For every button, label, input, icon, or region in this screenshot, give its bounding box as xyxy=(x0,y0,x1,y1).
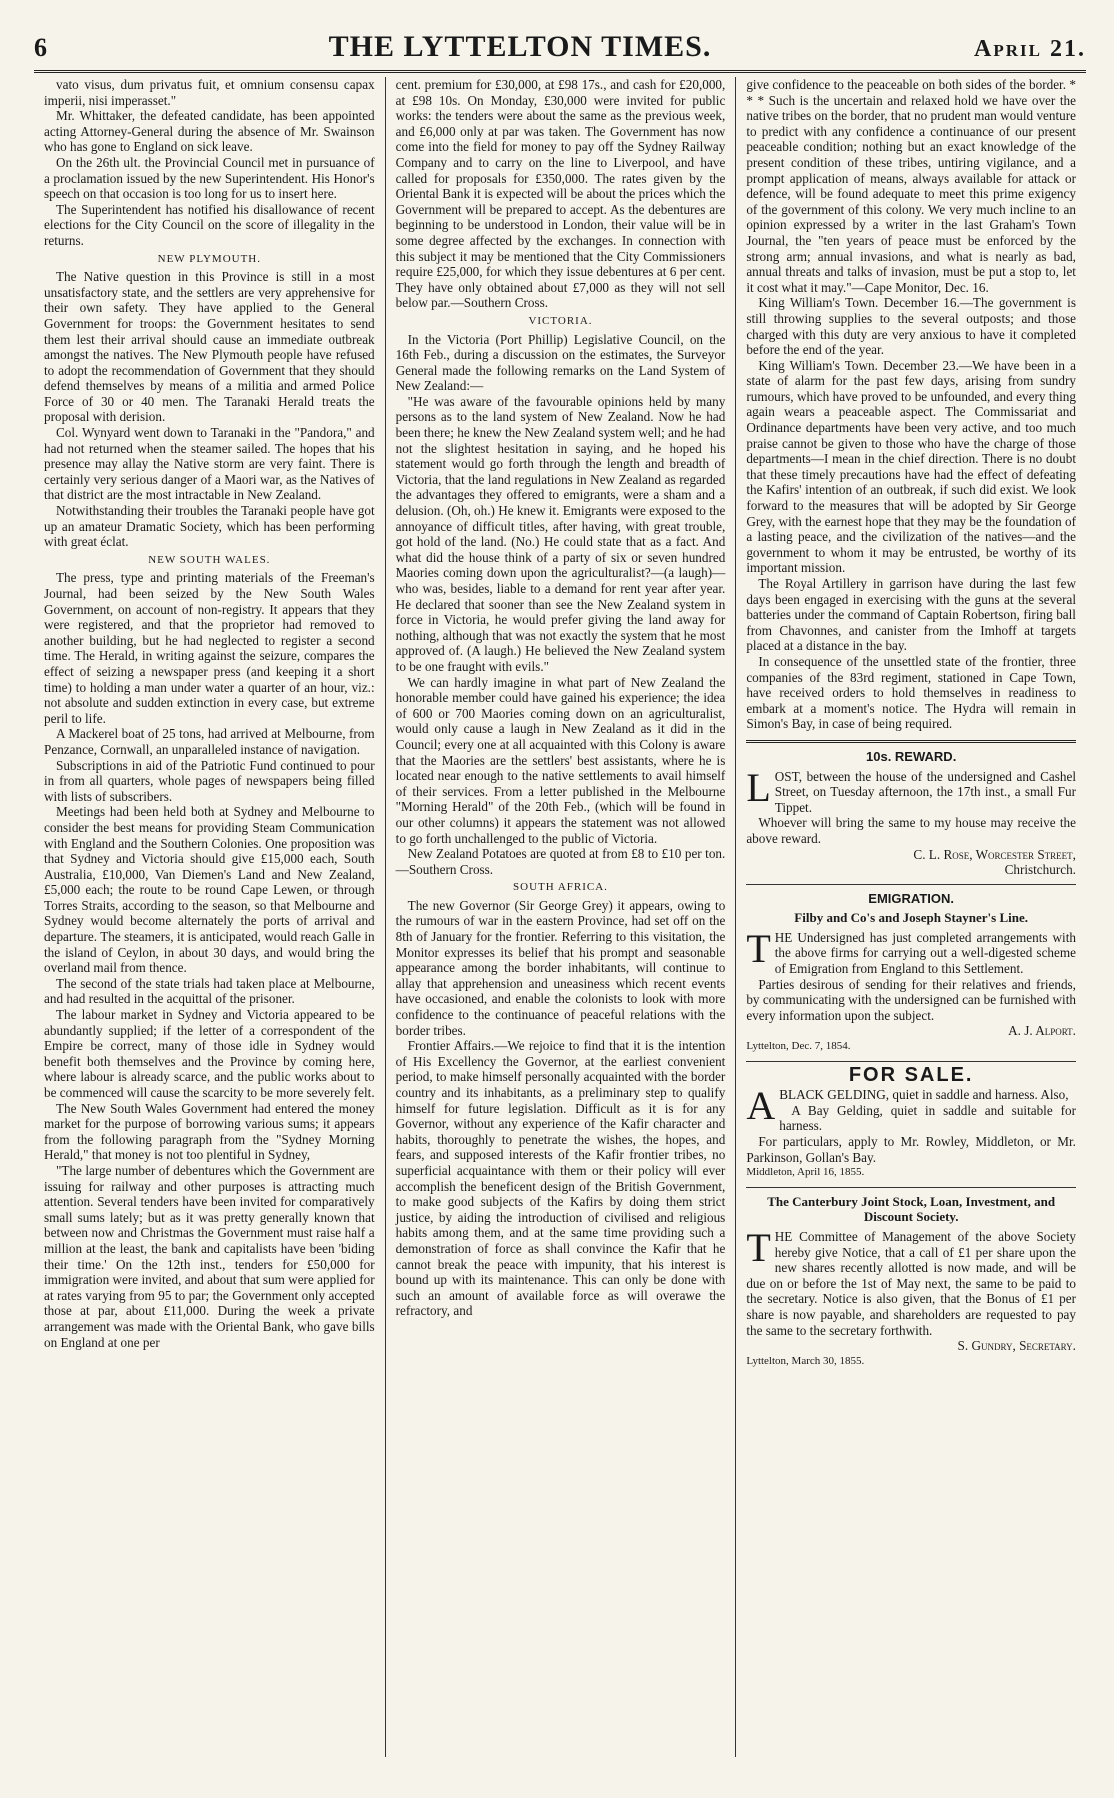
sale-date: Middleton, April 16, 1855. xyxy=(746,1166,865,1179)
ad-divider xyxy=(746,740,1076,743)
page-number: 6 xyxy=(34,33,47,62)
emigration-title: EMIGRATION. xyxy=(868,890,954,906)
reward-place: Christchurch. xyxy=(1004,862,1076,878)
article-paragraph: vato visus, dum privatus fuit, et omnium consensu capax imperii, nisi imperasset." xyxy=(44,77,375,108)
sale-body: BLACK GELDING, quiet in saddle and harness. Also, xyxy=(779,1087,1069,1103)
emigration-drop-cap: T xyxy=(746,925,771,971)
emigration-advert xyxy=(746,891,1076,1055)
article-paragraph: The second of the state trials had taken place at Melbourne, and had resulted in the acquittal of the prisoner. xyxy=(44,975,375,1007)
article-paragraph: cent. premium for £30,000, at £98 17s., and cash for £20,000, at £98 10s. On Monday, £30,000 were invited for public works: the tenders were about the same as the previous week, and £6,000 only at par was taken. The Government has now come into the field for money to pay off the Sydney Railway Company and to carry on the line to Liverpool, and have called for proposals for £350,000. The rates given by the Oriental Bank it is expected will be about the prices which the Government will be prepared to accept. As the debentures are beginning to be understood in London, their value will be in some degree affected by the exchanges. In connection with this subject it may be mentioned that the City Commissioners require £25,000, for which they issue debentures at 6 per cent. They have only obtained about £7,000 as they will not sell below par.—Southern Cross. xyxy=(395,77,726,311)
canterbury-drop-cap: T xyxy=(746,1224,771,1270)
issue-date: April 21. xyxy=(974,36,1086,62)
article-paragraph: We can hardly imagine in what part of New Zealand the honorable member could have gained his experience; the idea of 600 or 700 Maories coming down on an agriculturalist, would only cause a laugh in New Zealand as it did in the Council; every one at all acquainted with this Colony is aware that the Maories are the settlers' best assistants, where he is located near enough to the native settlements to avail himself of their services. From a letter published in the Melbourne "Morning Herald" of the 20th Feb., (which will be found in our other columns) it appears the statement was not allowed to go forth unchallenged to the public of Victoria. xyxy=(395,674,726,846)
emigration-body-2: Parties desirous of sending for their relatives and friends, by communicating with the undersigned can be furnished with every information upon the subject. xyxy=(746,976,1076,1023)
column-2 xyxy=(385,77,736,1757)
article-paragraph: The Native question in this Province is still in a most unsatisfactory state, and the settlers are very apprehensive for their own safety. They have applied to the General Government for troops: the Government hesitates to send them lest their arrival should cause an immediate outbreak amongst the natives. The New Plymouth people have refused to adopt the recommendation of Government that they should defend themselves by means of a militia and armed Police Force of 30 or 40 men. The Taranaki Herald treats the proposal with derision. xyxy=(44,269,375,425)
article-paragraph: The New South Wales Government had entered the money market for the purpose of borrowing various sums; it appears from the following paragraph from the "Sydney Morning Herald," that money is not too plentiful in Sydney, xyxy=(44,1100,375,1163)
article-paragraph: "The large number of debentures which the Government are issuing for railway and other purposes is attracting much attention. Several tenders have been invited for comparatively small sums lately; but as it was pretty generally known that between now and Christmas the Government must raise half a million at the least, the bank and capitalists have been 'biding their time.' On the 12th inst., tenders for £50,000 for immigration were invited, and about that sum were applied for at rates varying from 95 to par; the Government only accepted those at par, about £11,000. During the week a private arrangement was made with the Oriental Bank, who gave bills on England at one per xyxy=(44,1162,375,1350)
article-paragraph: Notwithstanding their troubles the Taranaki people have got up an amateur Dramatic Society, which has been performing with great éclat. xyxy=(44,503,375,550)
article-paragraph: The new Governor (Sir George Grey) it appears, owing to the rumours of war in the eastern Province, had set off on the 8th of January for the frontier. Referring to this visitation, the Monitor expresses its belief that his prompt and seasonable appearance among the border inhabitants, will continue to allay that apprehension and uneasiness which recent events have occasioned, and enable the colonists to look with more confidence to the continuance of peaceful relations with the border tribes. xyxy=(395,897,726,1038)
article-paragraph: give confidence to the peaceable on both sides of the border. * * * Such is the uncertain and relaxed hold we have over the native tribes on the border, that no prudent man would venture to predict with any confidence a continuance of our present peaceable condition; nothing but an exact knowledge of the present condition of these tribes, untiring vigilance, and a prompt application of means, always available for attack or defence, will be found adequate to meet this prime exigency of the government of this colony. We very much incline to an opinion expressed by a writer in the last Graham's Town Journal, the "ten years of peace must be enforced by the strong arm; annual invasions, and what is nearly as bad, annual threats and talks of invasion, must be put a stop to, let it cost what it may."—Cape Monitor, Dec. 16. xyxy=(746,77,1076,295)
columns xyxy=(34,77,1086,1757)
article-paragraph: King William's Town. December 23.—We have been in a state of alarm for the past few days, arising from sundry rumours, which have proved to be unfounded, and every thing again wears a peaceable aspect. The Commissariat and Ordinance departments have been very active, and too much praise cannot be given to those who have the charge of those departments—I mean in the chief direction. There is no doubt that these timely precautions have had the effect of defeating the Kafirs' intention of an outbreak, if such did exist. We look forward to the measures that will be adopted by Sir George Grey, with the earnest hope that they may be the foundation of a lasting peace, and the civilization of the natives—and the government to whom it may be entrusted, be worthy of its important mission. xyxy=(746,357,1076,576)
article-paragraph: In consequence of the unsettled state of the frontier, three companies of the 83rd regiment, stationed in Cape Town, have received orders to hold themselves in readiness to embark at a moment's notice. The Hydra will remain in Simon's Bay, in case of being required. xyxy=(746,653,1076,732)
article-paragraph: The labour market in Sydney and Victoria appeared to be abundantly supplied; if the letter of a correspondent of the Empire be correct, many of those idle in Sydney would benefit both themselves and the Province by coming here, where labour is already scarce, and the public works about to be commenced will cause the scarcity to be more severely felt. xyxy=(44,1007,375,1100)
ad-divider xyxy=(746,1187,1076,1188)
sale-title: FOR SALE. xyxy=(848,1063,974,1086)
canterbury-body: HE Committee of Management of the above Society hereby give Notice, that a call of £1 per share upon the new shares recently allotted is now made, and will be due on or before the 1st of May next, the same to be paid to the secretary. Notice is also given, that the Bonus of £1 per share is now payable, and shareholders are requested to pay the same to the secretary forthwith. xyxy=(746,1228,1076,1338)
canterbury-date: Lyttelton, March 30, 1855. xyxy=(746,1354,865,1367)
article-paragraph: The Superintendent has notified his disallowance of recent elections for the City Council on the score of illegality in the returns. xyxy=(44,201,375,248)
article-paragraph: In the Victoria (Port Phillip) Legislative Council, on the 16th Feb., during a discussion on the estimates, the Surveyor General made the following remarks on the Land System of New Zealand:— xyxy=(395,331,726,394)
section-heading: NEW PLYMOUTH. xyxy=(157,252,261,265)
emigration-signature: A. J. Alport. xyxy=(1008,1023,1076,1039)
article-paragraph: On the 26th ult. the Provincial Council met in pursuance of a proclamation issued by the new Superintendent. His Honor's speech on that occasion is too long for us to insert here. xyxy=(44,154,375,202)
reward-signature: C. L. Rose, Worcester Street, xyxy=(913,846,1076,862)
emigration-body: HE Undersigned has just completed arrangements with the above firms for carrying out a well-digested scheme of Emigration from England to this Settlement. xyxy=(774,929,1076,977)
column-3-text xyxy=(746,77,1076,732)
sale-advert xyxy=(746,1063,1076,1181)
article-paragraph: New Zealand Potatoes are quoted at from £8 to £10 per ton.—Southern Cross. xyxy=(395,846,726,877)
sale-drop-cap: A xyxy=(746,1083,776,1129)
article-paragraph: The Royal Artillery in garrison have during the last few days been engaged in exercising with the guns at the several batteries under the command of Captain Robertson, firing ball from Chavonnes, and canister from the Imhoff at targets placed at a distance in the bay. xyxy=(746,576,1076,654)
article-paragraph: Col. Wynyard went down to Taranaki in the "Pandora," and had not returned when the steamer sailed. The hopes that his presence may allay the Native storm are very faint. There is certainly very serious danger of a Maori war, as the Natives of that district are the most intractable in New Zealand. xyxy=(44,425,375,503)
column-3 xyxy=(735,77,1086,1757)
emigration-subtitle: Filby and Co's and Joseph Stayner's Line. xyxy=(794,910,1028,926)
emigration-date: Lyttelton, Dec. 7, 1854. xyxy=(746,1040,851,1053)
reward-drop-cap: L xyxy=(746,764,771,810)
article-paragraph: King William's Town. December 16.—The government is still throwing supplies to the several outposts; and those charged with this duty are very anxious to have it completed before the end of the year. xyxy=(746,295,1076,358)
sale-body-3: For particulars, apply to Mr. Rowley, Middleton, or Mr. Parkinson, Gollan's Bay. xyxy=(746,1134,1076,1165)
article-paragraph: A Mackerel boat of 25 tons, had arrived at Melbourne, from Penzance, Cornwall, an unparalleled instance of navigation. xyxy=(44,726,375,757)
reward-body-2: Whoever will bring the same to my house may receive the above reward. xyxy=(746,815,1076,846)
article-paragraph: Mr. Whittaker, the defeated candidate, has been appointed acting Attorney-General during the absence of Mr. Swainson who has gone to England on sick leave. xyxy=(44,108,375,155)
section-heading: VICTORIA. xyxy=(528,314,593,327)
masthead-rule xyxy=(34,70,1086,73)
section-heading: NEW SOUTH WALES. xyxy=(148,553,271,566)
article-paragraph: Frontier Affairs.—We rejoice to find that it is the intention of His Excellency the Governor, at the earliest convenient period, to make himself personally acquainted with the border country and its inhabitants, as a preliminary step to qualify himself for future legislation. Difficult as it is for any Governor, without any experience of the Kafir character and habits, thoroughly to penetrate the wishes, the hopes, and fears, and supposed interests of the Kafir frontier tribes, no superficial acquaintance with them or their policy will ever accomplish the beneficent design of the British Government, to make good subjects of the Kafirs by doing them strict justice, by aiding the introduction of civilised and religious habits among them, and at the same time providing such a demonstration of force as shall convince the Kafir that he cannot break the peace with impunity, that his interest is bound up with its maintenance. This can only be done with such an amount of available force as will overawe the refractory, and xyxy=(395,1038,726,1319)
masthead xyxy=(34,30,1086,64)
article-paragraph: Meetings had been held both at Sydney and Melbourne to consider the best means for providing Steam Communication with England and the Southern Colonies. One proposition was that Sydney and Victoria should give £15,000 each, South Australia, £10,000, Van Diemen's Land and New Zealand, £5,000 each; the route to be round Cape Lewen, or through Torres Straits, according to the season, so that Melbourne and Sydney would become alternately the ports of arrival and departure. The steamers, it is anticipated, would reach Galle in the island of Ceylon, in about 30 days, and would bring the overland mail from thence. xyxy=(44,804,375,976)
article-paragraph: "He was aware of the favourable opinions held by many persons as to the land system of New Zealand. Now he had been there; he knew the New Zealand system well; and he had not the slightest hesitation in saying, and he hoped his statement would go forth through the length and breadth of Victoria, that the land regulations in New Zealand as regarded the advantages they offered to emigrants, were a sham and a delusion. (Oh, oh.) He knew it. Emigrants were exposed to the annoyance of difficult titles, after having, with great trouble, got hold of the land. (No.) He could state that as a fact. And what did the house think of a party of six or seven hundred Maories coming down upon the agriculturalist?—(a laugh)—who was, besides, liable to a demand for rent year after year. He declared that sooner than see the New Zealand system in force in Victoria, he would prefer giving the land away for nothing, although that was not exactly the system that he most approved of. (A laugh.) He believed the New Zealand system to be one fraught with evils." xyxy=(395,393,726,674)
canterbury-signature: S. Gundry, Secretary. xyxy=(957,1338,1076,1354)
ad-divider xyxy=(746,884,1076,885)
column-1 xyxy=(34,77,385,1757)
reward-body: OST, between the house of the undersigned and Cashel Street, on Tuesday afternoon, the 17th inst., a small Fur Tippet. xyxy=(774,768,1076,815)
canterbury-title: The Canterbury Joint Stock, Loan, Investment, and Discount Society. xyxy=(767,1193,1056,1225)
reward-advert xyxy=(746,749,1076,878)
section-heading: SOUTH AFRICA. xyxy=(513,881,608,894)
article-paragraph: The press, type and printing materials of the Freeman's Journal, had been seized by the New South Wales Government, on account of non-registry. It appears that they were registered, and that the proprietor had removed to another building, but he had neglected to register a second time. The Herald, in writing against the seizure, compares the effect of seizing a newspaper press (and keeping it a short time) to holding a man under water a quarter of an hour, viz.: not absolute and sudden extinction in every case, but extreme peril to life. xyxy=(44,570,375,726)
ad-divider xyxy=(746,1061,1076,1062)
article-paragraph: Subscriptions in aid of the Patriotic Fund continued to pour in from all quarters, whole pages of newspapers being filled with lists of subscribers. xyxy=(44,757,375,804)
canterbury-advert xyxy=(746,1194,1076,1370)
newspaper-title: THE LYTTELTON TIMES. xyxy=(328,30,712,63)
sale-body-2: A Bay Gelding, quiet in saddle and suitable for harness. xyxy=(779,1102,1076,1134)
reward-title: 10s. REWARD. xyxy=(866,748,957,764)
